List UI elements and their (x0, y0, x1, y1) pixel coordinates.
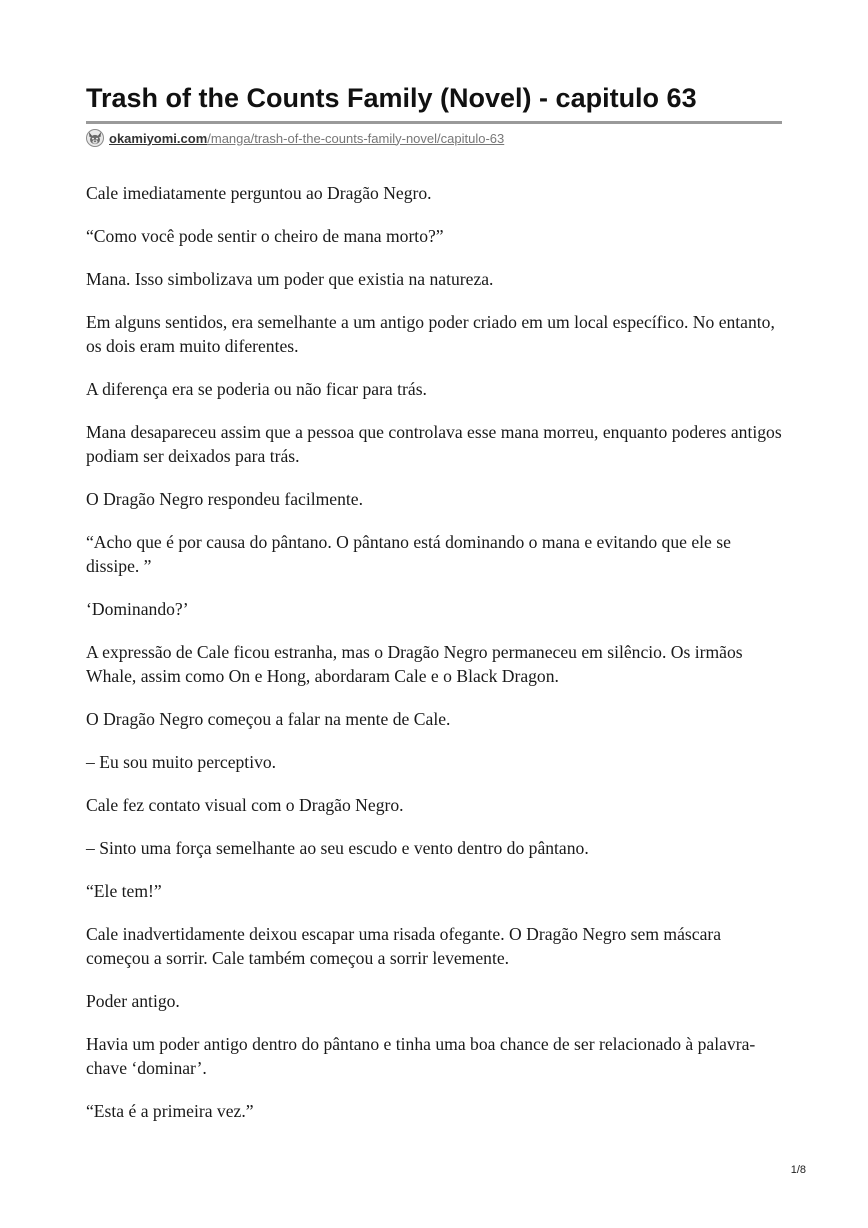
article-body (86, 181, 786, 1142)
source-link[interactable] (86, 128, 504, 148)
page-title: Trash of the Counts Family (Novel) - capitulo 63 (86, 83, 697, 113)
page-number: 1/8 (790, 1164, 806, 1176)
paragraph: “Esta é a primeira vez.” (86, 1101, 254, 1121)
title-divider (86, 121, 782, 124)
paragraph: Cale inadvertidamente deixou escapar uma risada ofegante. O Dragão Negro sem máscara começou a sorrir. Cale também começou a sorrir levemente. (86, 924, 722, 968)
paragraph: “Acho que é por causa do pântano. O pântano está dominando o mana e evitando que ele se dissipe. ” (86, 532, 731, 576)
paragraph: “Como você pode sentir o cheiro de mana morto?” (86, 226, 444, 246)
paragraph: Cale imediatamente perguntou ao Dragão Negro. (86, 183, 432, 203)
paragraph: O Dragão Negro começou a falar na mente de Cale. (86, 709, 451, 729)
paragraph: – Sinto uma força semelhante ao seu escudo e vento dentro do pântano. (86, 838, 589, 858)
paragraph: Poder antigo. (86, 991, 180, 1011)
source-path[interactable]: /manga/trash-of-the-counts-family-novel/capitulo-63 (207, 130, 505, 146)
paragraph: A diferença era se poderia ou não ficar para trás. (86, 379, 427, 399)
paragraph: O Dragão Negro respondeu facilmente. (86, 489, 363, 509)
paragraph: ‘Dominando?’ (86, 599, 189, 619)
paragraph: Mana. Isso simbolizava um poder que existia na natureza. (86, 269, 494, 289)
paragraph: Havia um poder antigo dentro do pântano e tinha uma boa chance de ser relacionado à palavra-chave ‘dominar’. (86, 1034, 756, 1078)
paragraph: Cale fez contato visual com o Dragão Negro. (86, 795, 404, 815)
paragraph: Em alguns sentidos, era semelhante a um antigo poder criado em um local específico. No entanto, os dois eram muito diferentes. (86, 312, 775, 356)
paragraph: A expressão de Cale ficou estranha, mas o Dragão Negro permaneceu em silêncio. Os irmãos Whale, assim como On e Hong, abordaram Cale e o Black Dragon. (86, 642, 743, 686)
source-domain[interactable]: okamiyomi.com (109, 130, 208, 146)
paragraph: – Eu sou muito perceptivo. (86, 752, 277, 772)
paragraph: “Ele tem!” (86, 881, 162, 901)
paragraph: Mana desapareceu assim que a pessoa que controlava esse mana morreu, enquanto poderes antigos podiam ser deixados para trás. (86, 422, 782, 466)
wolf-favicon-icon (86, 129, 104, 147)
